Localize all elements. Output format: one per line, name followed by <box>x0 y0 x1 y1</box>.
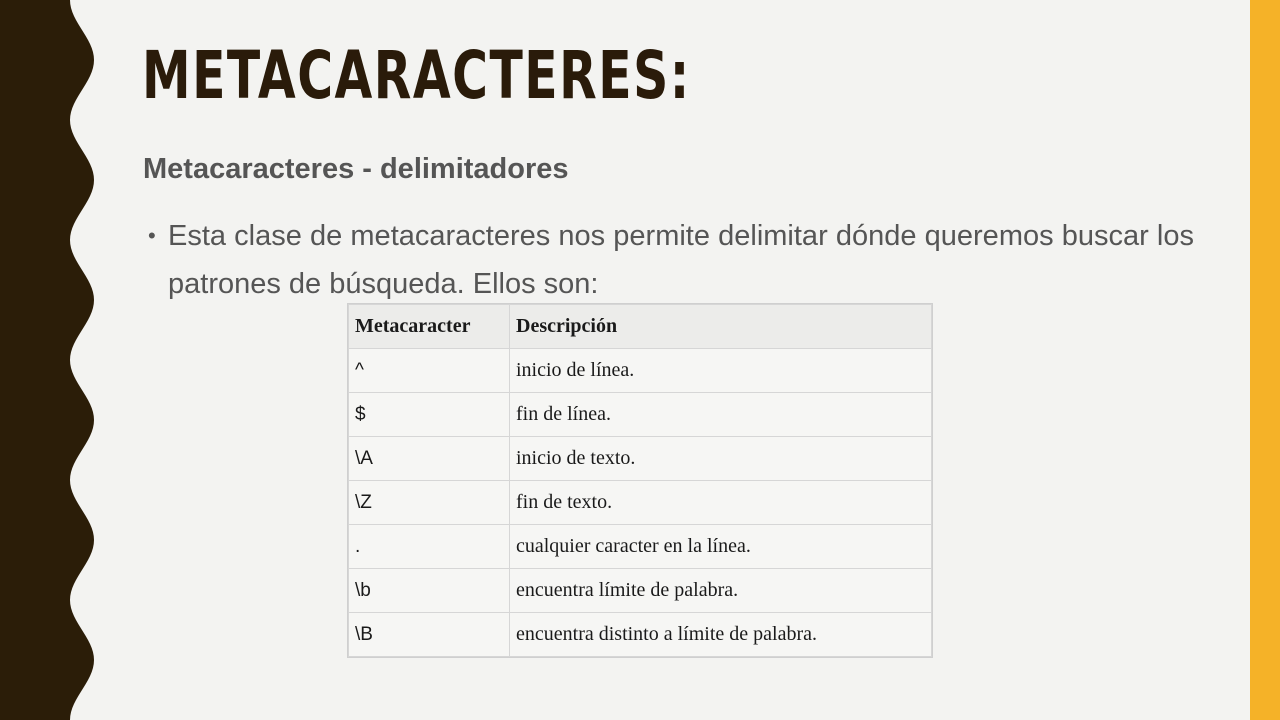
table-cell-metacaracter: \b <box>349 569 510 613</box>
table-row <box>349 437 932 481</box>
table-row <box>349 525 932 569</box>
metacharacter-table <box>348 304 932 657</box>
column-header-descripcion: Descripción <box>510 305 932 349</box>
table-cell-descripcion: cualquier caracter en la línea. <box>510 525 932 569</box>
table-cell-metacaracter: \A <box>349 437 510 481</box>
slide-subtitle: Metacaracteres - delimitadores <box>143 153 569 185</box>
table-cell-descripcion: inicio de texto. <box>510 437 932 481</box>
table-cell-metacaracter: \B <box>349 613 510 657</box>
column-header-metacaracter: Metacaracter <box>349 305 510 349</box>
accent-bar <box>1250 0 1280 720</box>
table-header-row <box>349 305 932 349</box>
table-cell-metacaracter: $ <box>349 393 510 437</box>
metacharacter-table-image <box>347 303 933 658</box>
table-row <box>349 393 932 437</box>
table-cell-descripcion: inicio de línea. <box>510 349 932 393</box>
table-cell-metacaracter: \Z <box>349 481 510 525</box>
table-cell-metacaracter: ^ <box>349 349 510 393</box>
table-row <box>349 613 932 657</box>
bullet-marker: • <box>148 223 156 248</box>
table-row <box>349 481 932 525</box>
bullet-item <box>148 212 1194 308</box>
table-cell-metacaracter: . <box>349 525 510 569</box>
table-row <box>349 569 932 613</box>
wavy-border-decoration <box>0 0 100 720</box>
bullet-text: Esta clase de metacaracteres nos permite delimitar dónde queremos buscar los patrones de búsqueda. Ellos son: <box>168 220 1194 300</box>
table-cell-descripcion: fin de texto. <box>510 481 932 525</box>
table-cell-descripcion: encuentra distinto a límite de palabra. <box>510 613 932 657</box>
table-cell-descripcion: encuentra límite de palabra. <box>510 569 932 613</box>
wavy-border-shape <box>0 0 94 720</box>
table-row <box>349 349 932 393</box>
slide-title: METACARACTERES: <box>142 37 691 114</box>
table-cell-descripcion: fin de línea. <box>510 393 932 437</box>
